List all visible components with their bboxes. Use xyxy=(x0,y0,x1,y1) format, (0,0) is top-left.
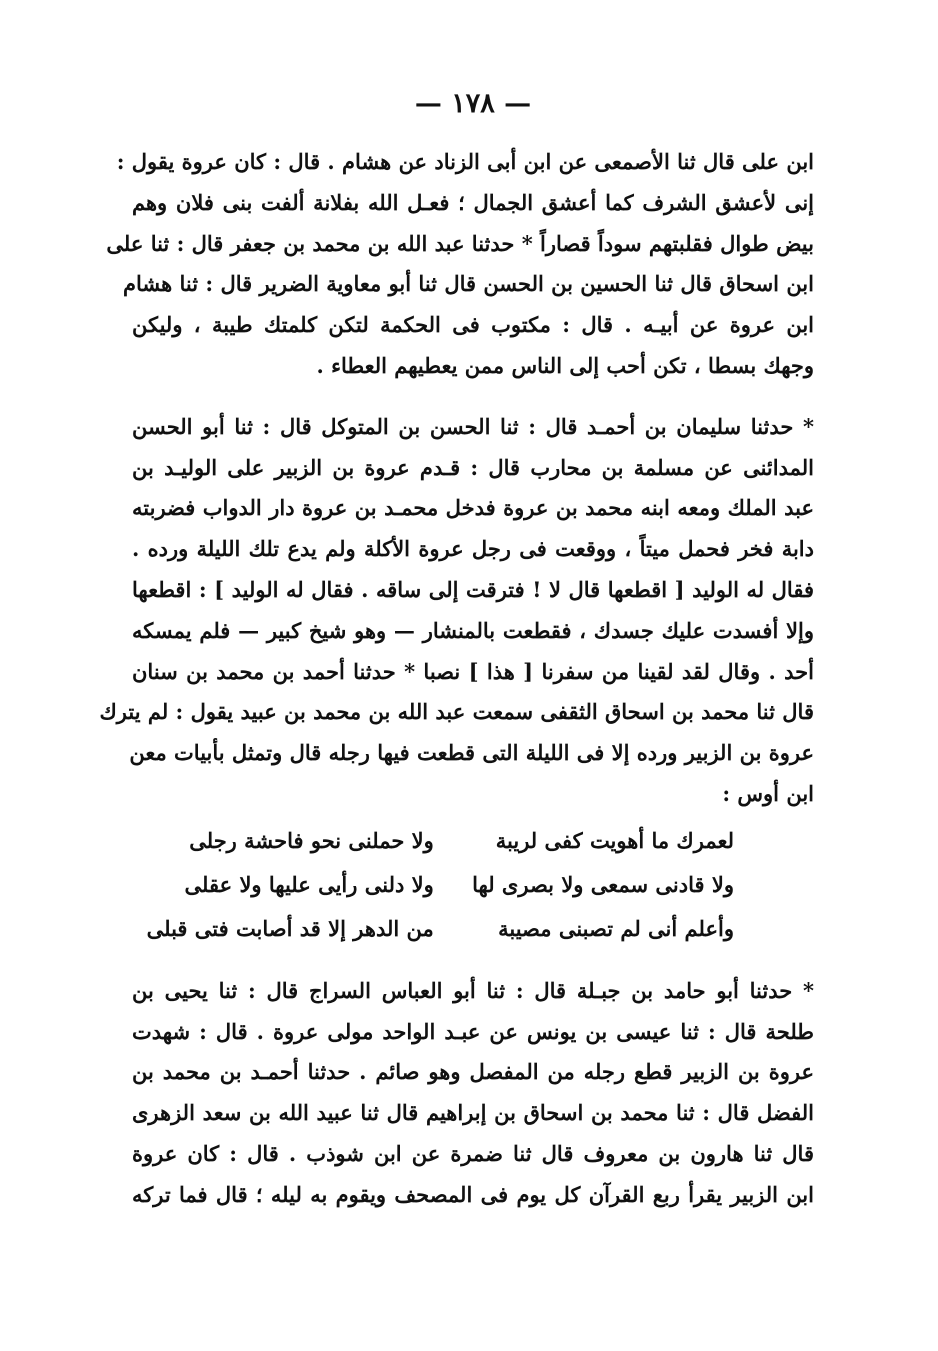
verse-second-hemistich: ولا دلنى رأيى عليها ولا عقلى xyxy=(184,871,434,897)
text-line: عبد الملك ومعه ابنه محمد بن عروة فدخل محمـد بن عروة دار الدواب فضربته xyxy=(132,495,814,521)
text-line: الفضل قال : ثنا محمد بن اسحاق بن إبراهيم قال ثنا عبيد الله بن سعد الزهرى xyxy=(132,1100,814,1126)
paragraph-3 xyxy=(132,971,814,1216)
paragraph-2 xyxy=(99,407,814,815)
text-line: المدائنى عن مسلمة بن محارب قال : قـدم عروة بن الزبير على الوليـد بن xyxy=(132,454,814,480)
text-line: وجهك بسطا ، تكن أحب إلى الناس ممن يعطيهم العطاء . xyxy=(316,352,814,378)
poem xyxy=(132,819,814,951)
text-line: دابة فخر فحمل ميتاً ، ووقعت فى رجل عروة الأكلة ولم يدع تلك الليلة ورده . xyxy=(132,536,814,562)
text-line: * حدثنا أبو حامد بن جبـلة قال : ثنا أبو العباس السراج قال : ثنا يحيى بن xyxy=(132,977,814,1003)
text-line: عروة بن الزبير ورده إلا فى الليلة التى قطعت فيها رجله قال وتمثل بأبيات معن xyxy=(129,740,814,766)
text-line: إنى لأعشق الشرف كما أعشق الجمال ؛ فعـل الله بفلانة ألفت بنى فلان وهم xyxy=(132,189,814,215)
poem-verse xyxy=(146,907,734,951)
page-number: — ١٧٨ — xyxy=(414,88,532,119)
text-line: ابن اسحاق قال ثنا الحسين بن الحسن قال ثنا أبو معاوية الضرير قال : ثنا هشام xyxy=(123,271,814,297)
text-line: وإلا أفسدت عليك جسدك ، فقطعت بالمنشار — وهو شيخ كبير — فلم يمسكه xyxy=(132,617,814,643)
verse-second-hemistich: ولا حملنى نحو فاحشة رجلى xyxy=(189,827,434,853)
text-line: ابن أوس : xyxy=(722,780,814,806)
text-line: ابن على قال ثنا الأصمعى عن ابن أبى الزناد عن هشام . قال : كان عروة يقول : xyxy=(116,149,814,174)
text-line: أحد . وقال لقد لقينا من سفرنا [ هذا ] نصبا * حدثنا أحمد بن محمد بن سنان xyxy=(132,658,814,684)
text-line: طلحة قال : ثنا عيسى بن يونس عن عبـد الواحد مولى عروة . قال : شهدت xyxy=(132,1018,814,1044)
verse-first-hemistich: وأعلم أنى لم تصبنى مصيبة xyxy=(498,915,734,941)
verse-first-hemistich: ولا قادنى سمعى ولا بصرى لها xyxy=(472,871,734,897)
poem-verse xyxy=(178,819,734,863)
verse-first-hemistich: لعمرك ما أهويت كفى لريبة xyxy=(495,827,734,853)
text-line: عروة بن الزبير قطع رجله من المفصل وهو صائم . حدثنا أحمـد بن محمد بن xyxy=(132,1059,814,1085)
text-line: ابن الزبير يقرأ ربع القرآن كل يوم فى المصحف ويقوم به ليله ؛ قال فما تركه xyxy=(132,1181,814,1207)
text-line: ابن عروة عن أبيـه . قال : مكتوب فى الحكمة لتكن كلمتك طيبة ، وليكن xyxy=(132,312,814,338)
text-line: فقال له الوليد [ اقطعها قال لا ! فترقت إلى ساقه . فقال له الوليد ] : اقطعها xyxy=(132,576,814,602)
text-line: قال ثنا محمد بن اسحاق الثقفى سمعت عبد الله بن محمد بن عبيد يقول : لم يترك xyxy=(99,699,814,725)
text-line: * حدثنا سليمان بن أحمـد قال : ثنا الحسن بن المتوكل قال : ثنا أبو الحسن xyxy=(132,413,814,439)
paragraph-1 xyxy=(106,142,814,387)
text-line: قال ثنا هارون بن معروف قال ثنا ضمرة عن ابن شوذب . قال : كان عروة xyxy=(132,1140,814,1166)
text-line: بيض طوال فقلبتهم سوداً قصاراً * حدثنا عبد الله بن محمد بن جعفر قال : ثنا على xyxy=(106,230,814,256)
verse-second-hemistich: من الدهر إلا قد أصابت فتى قبلى xyxy=(146,915,434,941)
poem-verse xyxy=(178,863,734,907)
